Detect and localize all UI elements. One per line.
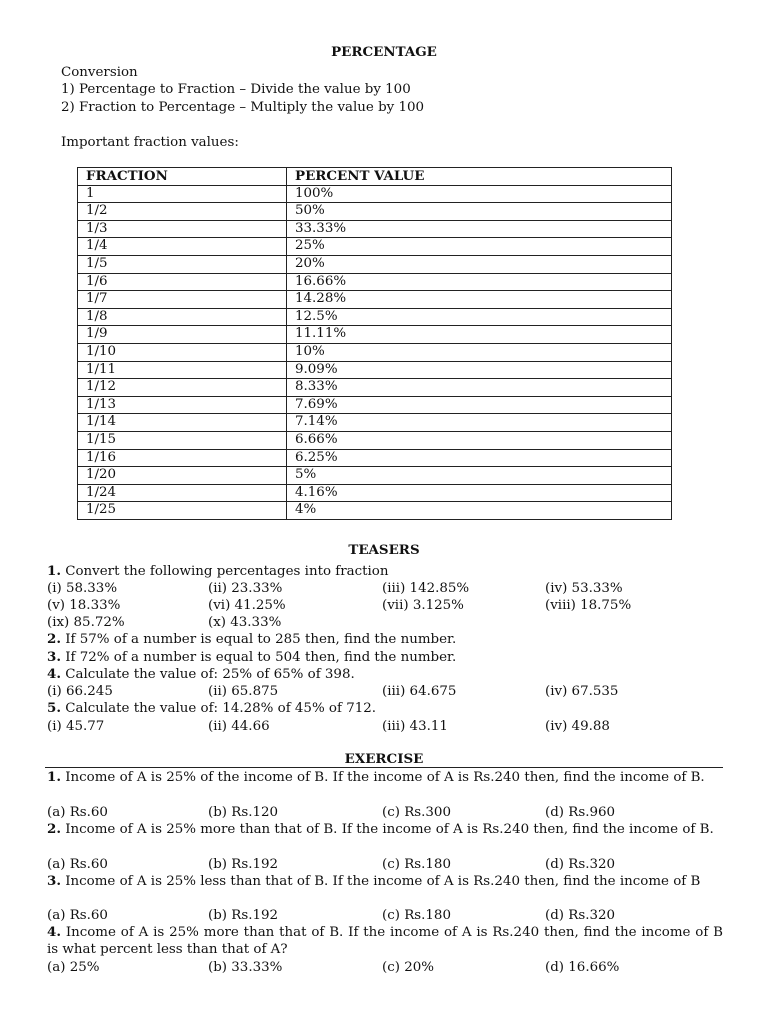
percent-cell: 6.66% xyxy=(287,431,672,449)
teaser-q4 xyxy=(47,666,355,683)
option: (a) 25% xyxy=(47,960,100,975)
table-header-row xyxy=(78,168,672,186)
option: (iii) 43.11 xyxy=(382,719,448,734)
percent-cell: 20% xyxy=(287,255,672,273)
table-row xyxy=(78,255,672,273)
table-row xyxy=(78,449,672,467)
fraction-cell: 1/5 xyxy=(78,255,287,273)
exercise-heading: EXERCISE xyxy=(344,751,424,767)
table-row xyxy=(78,343,672,361)
page-title: PERCENTAGE xyxy=(331,44,437,60)
table-row xyxy=(78,414,672,432)
percent-cell: 50% xyxy=(287,203,672,221)
option: (c) Rs.300 xyxy=(382,805,451,820)
option: (vi) 41.25% xyxy=(208,598,286,613)
option: (c) Rs.180 xyxy=(382,908,451,923)
option: (vii) 3.125% xyxy=(382,598,464,613)
exercise-q3 xyxy=(47,873,723,890)
teaser-q1-options-row-3 xyxy=(47,614,747,631)
percent-cell: 4% xyxy=(287,502,672,520)
option: (b) Rs.192 xyxy=(208,857,279,872)
teaser-q5-options xyxy=(47,718,747,735)
option: (iii) 142.85% xyxy=(382,581,470,596)
table-row xyxy=(78,502,672,520)
option: (viii) 18.75% xyxy=(545,598,632,613)
exercise-q1 xyxy=(47,769,723,786)
table-row xyxy=(78,291,672,309)
exercise-q1-options xyxy=(47,804,747,821)
option: (d) Rs.960 xyxy=(545,805,616,820)
header-percent-value: PERCENT VALUE xyxy=(287,168,672,186)
question-text: Income of A is 25% less than that of B. If the income of A is Rs.240 then, find the income of B xyxy=(60,874,701,889)
teaser-q4-options xyxy=(47,683,747,700)
fraction-table xyxy=(77,167,672,520)
option: (d) 16.66% xyxy=(545,960,620,975)
teaser-q5 xyxy=(47,700,376,717)
percent-cell: 5% xyxy=(287,467,672,485)
option: (iv) 49.88 xyxy=(545,719,610,734)
option: (b) Rs.192 xyxy=(208,908,279,923)
percent-cell: 7.69% xyxy=(287,396,672,414)
percent-cell: 7.14% xyxy=(287,414,672,432)
percent-cell: 16.66% xyxy=(287,273,672,291)
fraction-cell: 1/9 xyxy=(78,326,287,344)
table-row xyxy=(78,379,672,397)
table-row xyxy=(78,431,672,449)
question-number: 2. xyxy=(47,631,61,647)
question-number: 3. xyxy=(47,649,61,665)
table-row xyxy=(78,484,672,502)
option: (ii) 65.875 xyxy=(208,684,279,699)
percent-cell: 6.25% xyxy=(287,449,672,467)
question-text: Calculate the value of: 25% of 65% of 398. xyxy=(60,667,355,682)
fraction-cell: 1/10 xyxy=(78,343,287,361)
table-row xyxy=(78,361,672,379)
fraction-cell: 1/25 xyxy=(78,502,287,520)
fraction-cell: 1/3 xyxy=(78,220,287,238)
header-fraction: FRACTION xyxy=(78,168,287,186)
table-row xyxy=(78,326,672,344)
option: (a) Rs.60 xyxy=(47,805,108,820)
fraction-cell: 1/16 xyxy=(78,449,287,467)
percent-cell: 25% xyxy=(287,238,672,256)
exercise-q3-options xyxy=(47,907,747,924)
option: (iii) 64.675 xyxy=(382,684,457,699)
table-row xyxy=(78,238,672,256)
exercise-q2-options xyxy=(47,856,747,873)
percent-cell: 12.5% xyxy=(287,308,672,326)
fraction-cell: 1/6 xyxy=(78,273,287,291)
table-row xyxy=(78,203,672,221)
teaser-q1 xyxy=(47,563,388,580)
fraction-cell: 1/15 xyxy=(78,431,287,449)
fraction-cell: 1 xyxy=(78,185,287,203)
percent-cell: 8.33% xyxy=(287,379,672,397)
table-row xyxy=(78,308,672,326)
option: (iv) 53.33% xyxy=(545,581,623,596)
table-row xyxy=(78,273,672,291)
option: (ii) 44.66 xyxy=(208,719,270,734)
teaser-q1-options-row-1 xyxy=(47,580,747,597)
fraction-cell: 1/12 xyxy=(78,379,287,397)
exercise-q4-options xyxy=(47,959,747,976)
question-text: Income of A is 25% of the income of B. If the income of A is Rs.240 then, find the income of B. xyxy=(60,770,705,785)
option: (a) Rs.60 xyxy=(47,908,108,923)
question-text: If 57% of a number is equal to 285 then, find the number. xyxy=(60,632,457,647)
teasers-heading: TEASERS xyxy=(348,542,420,558)
option: (i) 58.33% xyxy=(47,581,118,596)
exercise-q2 xyxy=(47,821,723,838)
fraction-cell: 1/8 xyxy=(78,308,287,326)
conversion-rule-2: 2) Fraction to Percentage – Multiply the value by 100 xyxy=(61,100,425,115)
option: (d) Rs.320 xyxy=(545,908,616,923)
important-values-label: Important fraction values: xyxy=(61,135,239,150)
percent-cell: 10% xyxy=(287,343,672,361)
question-text: Income of A is 25% more than that of B. If the income of A is Rs.240 then, find the income of B. xyxy=(60,822,714,837)
option: (b) Rs.120 xyxy=(208,805,279,820)
option: (x) 43.33% xyxy=(208,615,282,630)
conversion-heading: Conversion xyxy=(61,65,138,80)
question-number: 2. xyxy=(47,821,61,837)
question-text: Calculate the value of: 14.28% of 45% of 712. xyxy=(60,701,377,716)
question-text: If 72% of a number is equal to 504 then, find the number. xyxy=(60,650,457,665)
question-text: Convert the following percentages into fraction xyxy=(60,564,389,579)
fraction-cell: 1/14 xyxy=(78,414,287,432)
table-row xyxy=(78,185,672,203)
option: (iv) 67.535 xyxy=(545,684,619,699)
option: (c) Rs.180 xyxy=(382,857,451,872)
fraction-table-body xyxy=(78,185,672,519)
fraction-cell: 1/11 xyxy=(78,361,287,379)
exercise-divider xyxy=(45,767,723,768)
percent-cell: 14.28% xyxy=(287,291,672,309)
option: (c) 20% xyxy=(382,960,434,975)
option: (d) Rs.320 xyxy=(545,857,616,872)
teaser-q3 xyxy=(47,649,456,666)
option: (b) 33.33% xyxy=(208,960,283,975)
option: (ii) 23.33% xyxy=(208,581,283,596)
fraction-cell: 1/24 xyxy=(78,484,287,502)
percent-cell: 4.16% xyxy=(287,484,672,502)
question-number: 5. xyxy=(47,700,61,716)
percent-cell: 9.09% xyxy=(287,361,672,379)
percent-cell: 33.33% xyxy=(287,220,672,238)
table-row xyxy=(78,467,672,485)
question-number: 4. xyxy=(47,924,61,940)
fraction-cell: 1/13 xyxy=(78,396,287,414)
question-number: 1. xyxy=(47,769,61,785)
option: (i) 45.77 xyxy=(47,719,105,734)
percent-cell: 11.11% xyxy=(287,326,672,344)
exercise-q4 xyxy=(47,924,723,959)
fraction-cell: 1/7 xyxy=(78,291,287,309)
option: (a) Rs.60 xyxy=(47,857,108,872)
option: (i) 66.245 xyxy=(47,684,113,699)
conversion-rule-1: 1) Percentage to Fraction – Divide the value by 100 xyxy=(61,82,411,97)
teaser-q1-options-row-2 xyxy=(47,597,747,614)
question-number: 3. xyxy=(47,873,61,889)
option: (ix) 85.72% xyxy=(47,615,125,630)
question-number: 1. xyxy=(47,563,61,579)
question-number: 4. xyxy=(47,666,61,682)
question-text: Income of A is 25% more than that of B. If the income of A is Rs.240 then, find the income of B is what percent less than that of A? xyxy=(47,925,723,958)
table-row xyxy=(78,220,672,238)
table-row xyxy=(78,396,672,414)
fraction-cell: 1/20 xyxy=(78,467,287,485)
fraction-cell: 1/4 xyxy=(78,238,287,256)
percent-cell: 100% xyxy=(287,185,672,203)
fraction-cell: 1/2 xyxy=(78,203,287,221)
option: (v) 18.33% xyxy=(47,598,121,613)
teaser-q2 xyxy=(47,631,456,648)
